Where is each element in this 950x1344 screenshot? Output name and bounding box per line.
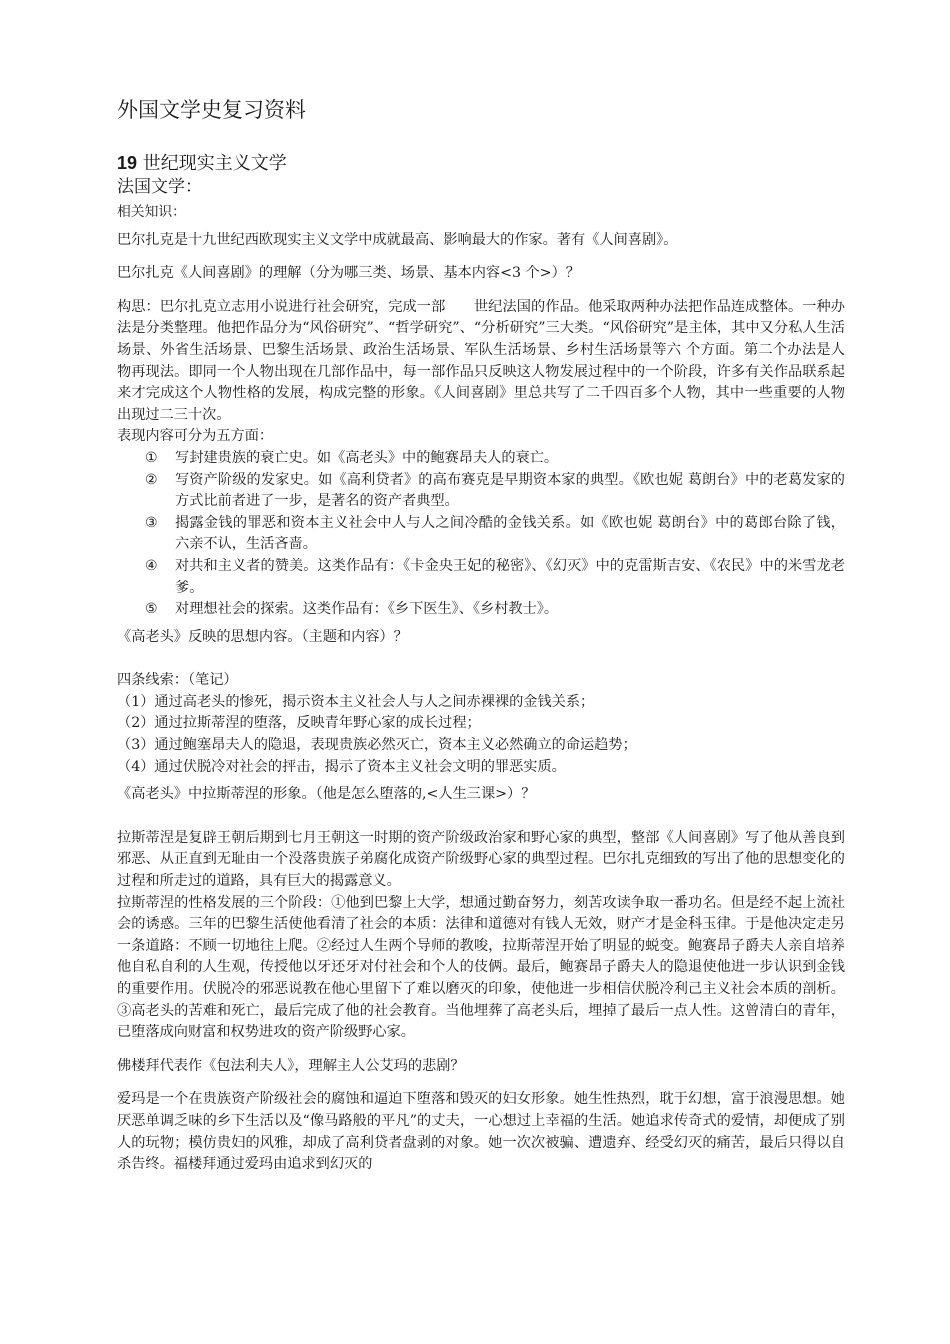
section-heading-text: 世纪现实主义文学 (142, 153, 287, 174)
item-number: ⑤ (145, 601, 158, 618)
item-number: ① (145, 449, 158, 466)
content-item (117, 470, 845, 513)
section-number: 19 (117, 153, 138, 173)
item-text: 写封建贵族的衰亡史。如《高老头》中的鲍赛昂夫人的衰亡。 (175, 449, 559, 466)
item-text: 对共和主义者的赞美。这类作品有：《卡金央王妃的秘密》、《幻灭》中的克雷斯吉安、《农民》中的米雪龙老爹。 (175, 557, 845, 596)
clue-item: （2）通过拉斯蒂涅的堕落，反映青年野心家的成长过程； (117, 715, 481, 732)
intro-paragraph: 巴尔扎克是十九世纪西欧现实主义文学中成就最高、影响最大的作家。著有《人间喜剧》。 (117, 231, 678, 248)
document-page (117, 96, 845, 1176)
clues-label: 四条线索：（笔记） (117, 672, 238, 689)
rastignac-paragraph-1: 拉斯蒂涅是复辟王朝后期到七月王朝这一时期的资产阶级政治家和野心家的典型，整部《人间喜剧》写了他从善良到邪恶、从正直到无耻由一个没落贵族子弟腐化成资产阶级野心家的典型过程。巴尔扎克细致的写出了他的思想变化的过程和所走过的道路，具有巨大的揭露意义。 (117, 829, 845, 890)
question-3: 《高老头》中拉斯蒂涅的形象。（他是怎么堕落的,<人生三课>）？ (117, 786, 536, 803)
item-text: 写资产阶级的发家史。如《高利贷者》的高布赛克是早期资本家的典型。《欧也妮 葛朗台》中的老葛发家的方式比前者进了一步，是著名的资产者典型。 (175, 471, 845, 510)
item-text: 对理想社会的探索。这类作品有：《乡下医生》、《乡村教士》。 (175, 601, 559, 618)
structure-paragraph: 构思：巴尔扎克立志用小说进行社会研究，完成一部 世纪法国的作品。他采取两种办法把作品连成整体。一种办法是分类整理。他把作品分为“风俗研究”、“哲学研究”、“分析研究”三大类。“风俗研究”是主体，其中又分私人生活场景、外省生活场景、巴黎生活场景、政治生活场景、军队生活场景、乡村生活场景等六 个方面。第二个办法是人物再现法。即同一个人物出现在几部作品中，每一部作品只反映这人物发展过程中的一个阶段，许多有关作品联系起来才完成这个人物性格的发展，构成完整的形象。《人间喜剧》里总共写了二千四百多个人物，其中一些重要的人物出现过二三十次。 (117, 298, 845, 423)
emma-paragraph: 爱玛是一个在贵族资产阶级社会的腐蚀和逼迫下堕落和毁灭的妇女形象。她生性热烈，耽于幻想，富于浪漫思想。她厌恶单调乏味的乡下生活以及“像马路般的平凡”的丈夫，一心想过上幸福的生活。她追求传奇式的爱情，却便成了别人的玩物；模仿贵妇的风雅，却成了高利贷者盘剥的对象。她一次次被骗、遭遗弃、经受幻灭的痛苦，最后只得以自杀告终。福楼拜通过爱玛由追求到幻灭的 (117, 1091, 845, 1173)
section-heading (117, 151, 845, 176)
content-item (117, 599, 845, 621)
question-2: 《高老头》反映的思想内容。（主题和内容）？ (117, 628, 408, 645)
item-number: ④ (145, 557, 158, 574)
item-number: ③ (145, 514, 158, 531)
rastignac-paragraph-2: 拉斯蒂涅的性格发展的三个阶段：①他到巴黎上大学，想通过勤奋努力，刻苦攻读争取一番功名。但是经不起上流社会的诱惑。三年的巴黎生活使他看清了社会的本质：法律和道德对有钱人无效，财产才是金科玉律。于是他决定走另一条道路：不顾一切地往上爬。②经过人生两个导师的教唆，拉斯蒂涅开始了明显的蜕变。鲍赛昂子爵夫人亲自培养他自私自利的人生观，传授他以牙还牙对付社会和个人的伎俩。最后，鲍赛昂子爵夫人的隐退使他进一步认识到金钱的重要作用。伏脱冷的邪恶说教在他心里留下了难以磨灭的印象，使他进一步相信伏脱冷利己主义社会本质的剖析。③高老头的苦难和死亡，最后完成了他的社会教育。当他埋葬了高老头后，埋掉了最后一点人性。这曾清白的青年，已堕落成向财富和权势进攻的资产阶级野心家。 (117, 894, 845, 1041)
subsection-heading: 法国文学： (117, 177, 202, 197)
content-item (117, 448, 845, 470)
clue-item: （4）通过伏脱冷对社会的抨击，揭示了资本主义社会文明的罪恶实质。 (117, 758, 566, 775)
content-label: 表现内容可分为五方面： (117, 428, 274, 445)
related-label: 相关知识： (117, 204, 186, 220)
document-title: 外国文学史复习资料 (117, 98, 306, 122)
clue-item: （1）通过高老头的惨死，揭示资本主义社会人与人之间赤裸裸的金钱关系； (117, 693, 595, 710)
item-number: ② (145, 471, 158, 488)
question-4: 佛楼拜代表作《包法利夫人》，理解主人公艾玛的悲剧？ (117, 1057, 465, 1074)
item-text: 揭露金钱的罪恶和资本主义社会中人与人之间冷酷的金钱关系。如《欧也妮 葛朗台》中的葛郎台除了钱，六亲不认，生活吝啬。 (175, 514, 845, 553)
content-item (117, 513, 845, 556)
clue-item: （3）通过鲍塞昂夫人的隐退，表现贵族必然灭亡，资本主义必然确立的命运趋势； (117, 737, 637, 754)
content-item (117, 556, 845, 599)
question-1: 巴尔扎克《人间喜剧》的理解（分为哪三类、场景、基本内容<3 个>）？ (117, 265, 580, 282)
